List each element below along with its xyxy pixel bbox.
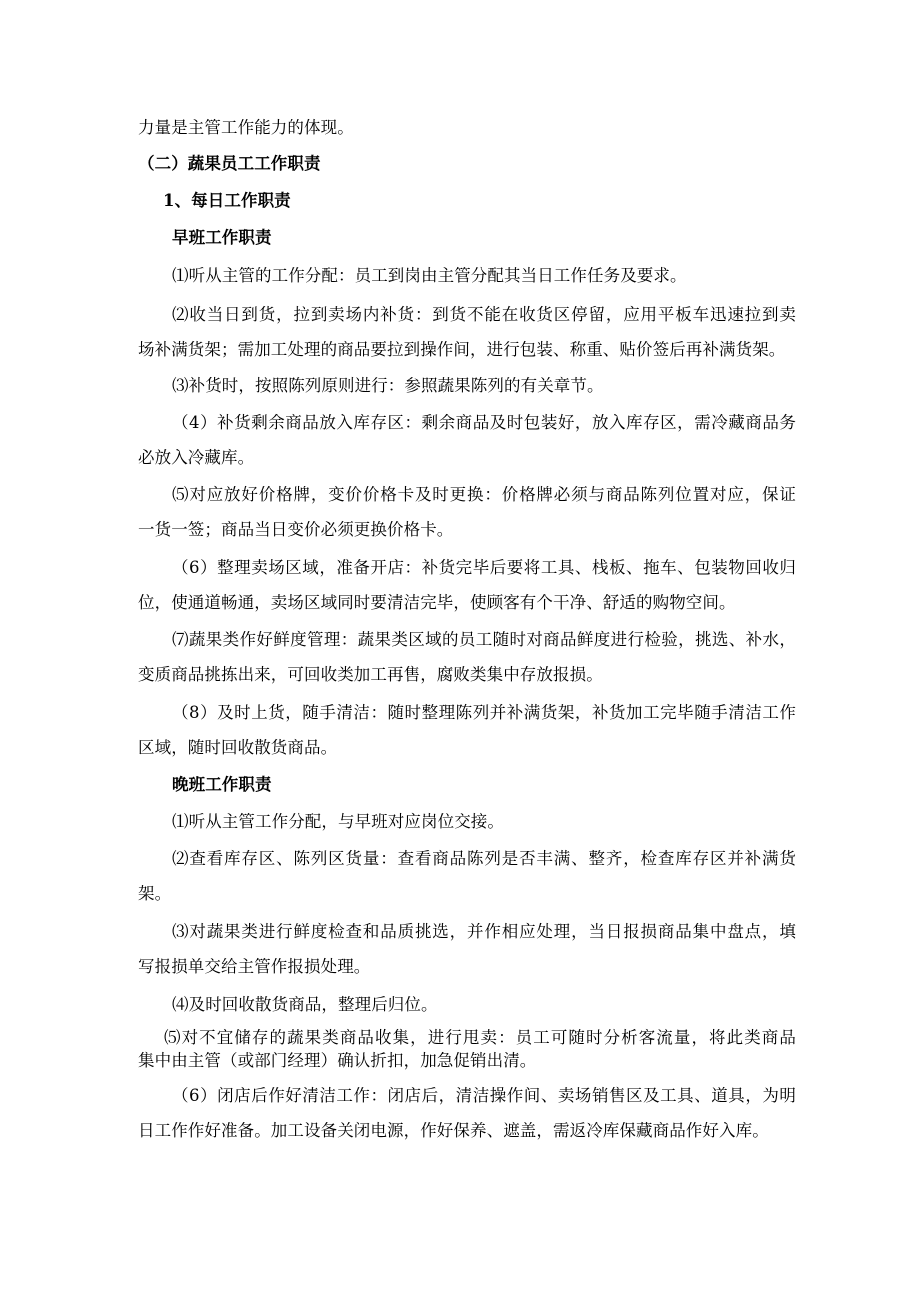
intro-tail-text: 力量是主管工作能力的体现。: [138, 118, 354, 137]
evening-item-3-line-1: ⑶对蔬果类进行鲜度检查和品质挑选，并作相应处理，当日报损商品集中盘点，填: [172, 922, 796, 941]
section-heading: （二）蔬果员工工作职责: [138, 154, 321, 173]
evening-item-2-line-1: ⑵查看库存区、陈列区货量：查看商品陈列是否丰满、整齐，检查库存区并补满货: [172, 849, 796, 868]
evening-item-3-line-2: 写报损单交给主管作报损处理。: [138, 957, 371, 976]
morning-item-3-line-1: ⑶补货时，按照陈列原则进行：参照蔬果陈列的有关章节。: [172, 376, 604, 395]
evening-item-2-line-2: 架。: [138, 884, 172, 903]
evening-item-5-line-1: ⑸对不宜储存的蔬果类商品收集，进行甩卖：员工可随时分析客流量，将此类商品: [164, 1028, 796, 1047]
morning-shift-heading: 早班工作职责: [172, 228, 272, 247]
evening-item-6-line-1: （6）闭店后作好清洁工作：闭店后，清洁操作间、卖场销售区及工具、道具，为明: [172, 1086, 796, 1105]
morning-item-8-line-1: （8）及时上货，随手清洁：随时整理陈列并补满货架，补货加工完毕随手清洁工作: [172, 703, 796, 722]
morning-item-4-line-1: （4）补货剩余商品放入库存区：剩余商品及时包装好，放入库存区，需冷藏商品务: [172, 413, 796, 432]
evening-shift-heading: 晚班工作职责: [172, 775, 272, 794]
morning-item-7-line-1: ⑺蔬果类作好鲜度管理：蔬果类区域的员工随时对商品鲜度进行检验，挑选、补水，: [172, 630, 796, 649]
evening-item-5-line-2: 集中由主管（或部门经理）确认折扣，加急促销出清。: [138, 1051, 537, 1070]
morning-item-6-line-2: 位，使通道畅通，卖场区域同时要清洁完毕，使顾客有个干净、舒适的购物空间。: [138, 593, 736, 612]
morning-item-1-line-1: ⑴听从主管的工作分配：员工到岗由主管分配其当日工作任务及要求。: [172, 266, 687, 285]
morning-item-2-line-2: 场补满货架；需加工处理的商品要拉到操作间，进行包装、称重、贴价签后再补满货架。: [138, 340, 786, 359]
evening-item-1-line-1: ⑴听从主管工作分配，与早班对应岗位交接。: [172, 812, 504, 831]
evening-item-6-line-2: 日工作作好准备。加工设备关闭电源，作好保养、遮盖，需返冷库保藏商品作好入库。: [138, 1121, 769, 1140]
morning-item-2-line-1: ⑵收当日到货，拉到卖场内补货：到货不能在收货区停留，应用平板车迅速拉到卖: [172, 305, 796, 324]
subsection-heading: 1、每日工作职责: [163, 191, 291, 210]
morning-item-5-line-1: ⑸对应放好价格牌，变价价格卡及时更换：价格牌必须与商品陈列位置对应，保证: [172, 485, 796, 504]
morning-item-8-line-2: 区域，随时回收散货商品。: [138, 738, 338, 757]
morning-item-4-line-2: 必放入冷藏库。: [138, 448, 255, 467]
evening-item-4-line-1: ⑷及时回收散货商品，整理后归位。: [172, 995, 438, 1014]
morning-item-6-line-1: （6）整理卖场区域，准备开店：补货完毕后要将工具、栈板、拖车、包装物回收归: [172, 558, 796, 577]
morning-item-5-line-2: 一货一签；商品当日变价必须更换价格卡。: [138, 520, 454, 539]
morning-item-7-line-2: 变质商品挑拣出来，可回收类加工再售，腐败类集中存放报损。: [138, 665, 603, 684]
